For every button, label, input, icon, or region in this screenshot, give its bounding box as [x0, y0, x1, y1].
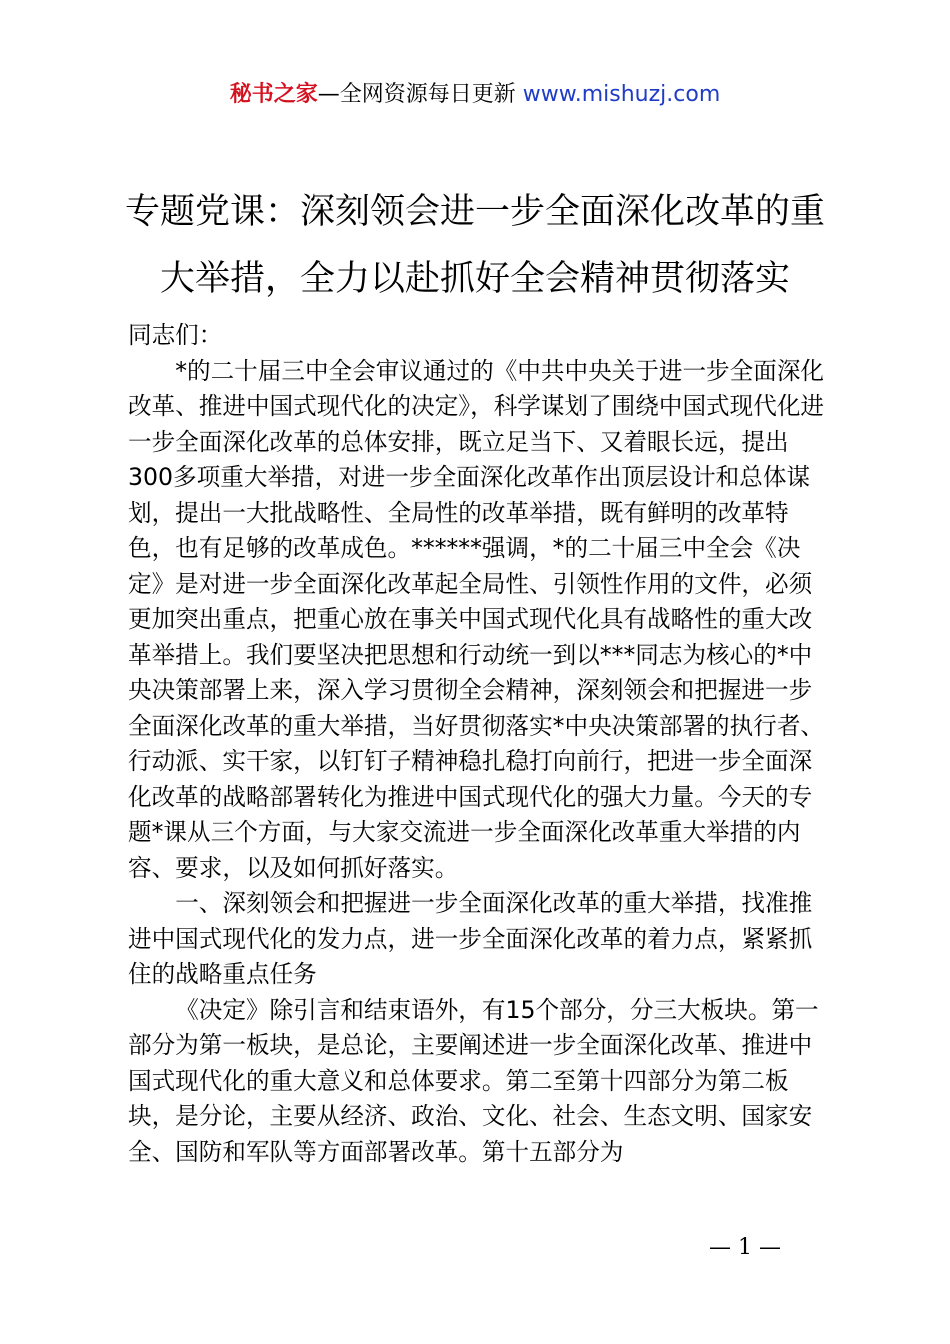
page-number: — 1 —: [709, 1235, 781, 1260]
document-body: [128, 318, 828, 1170]
site-url-link[interactable]: www.mishuzj.com: [522, 82, 721, 107]
site-header: [0, 80, 950, 110]
paragraph-decision-overview: 《决定》除引言和结束语外，有15个部分，分三大板块。第一部分为第一板块，是总论，主要阐述进一步全面深化改革、推进中国式现代化的重大意义和总体要求。第二至第十四部分为第二板块，是分论，主要从经济、政治、文化、社会、生态文明、国家安全、国防和军队等方面部署改革。第十五部分为: [128, 995, 819, 1166]
section-heading-1: 一、深刻领会和把握进一步全面深化改革的重大举措，找准推进中国式现代化的发力点，进一步全面深化改革的着力点，紧紧抓住的战略重点任务: [128, 889, 813, 988]
salutation: 同志们：: [128, 321, 223, 349]
document-title-line-2: 大举措，全力以赴抓好全会精神贯彻落实: [159, 259, 790, 299]
site-name: 秘书之家: [229, 82, 318, 107]
paragraph-intro: *的二十届三中全会审议通过的《中共中央关于进一步全面深化改革、推进中国式现代化的决定》，科学谋划了围绕中国式现代化进一步全面深化改革的总体安排，既立足当下、又着眼长远，提出300多项重大举措，对进一步全面深化改革作出顶层设计和总体谋划，提出一大批战略性、全局性的改革举措，既有鲜明的改革特色，也有足够的改革成色。******强调，*的二十届三中全会《决定》是对进一步全面深化改革起全局性、引领性作用的文件，必须更加突出重点，把重心放在事关中国式现代化具有战略性的重大改革举措上。我们要坚决把思想和行动统一到以***同志为核心的*中央决策部署上来，深入学习贯彻全会精神，深刻领会和把握进一步全面深化改革的重大举措，当好贯彻落实*中央决策部署的执行者、行动派、实干家，以钉钉子精神稳扎稳打向前行，把进一步全面深化改革的战略部署转化为推进中国式现代化的强大力量。今天的专题*课从三个方面，与大家交流进一步全面深化改革重大举措的内容、要求，以及如何抓好落实。: [128, 356, 825, 882]
site-tagline: —全网资源每日更新: [317, 82, 516, 107]
document-title-line-1: 专题党课：深刻领会进一步全面深化改革的重: [124, 192, 825, 232]
